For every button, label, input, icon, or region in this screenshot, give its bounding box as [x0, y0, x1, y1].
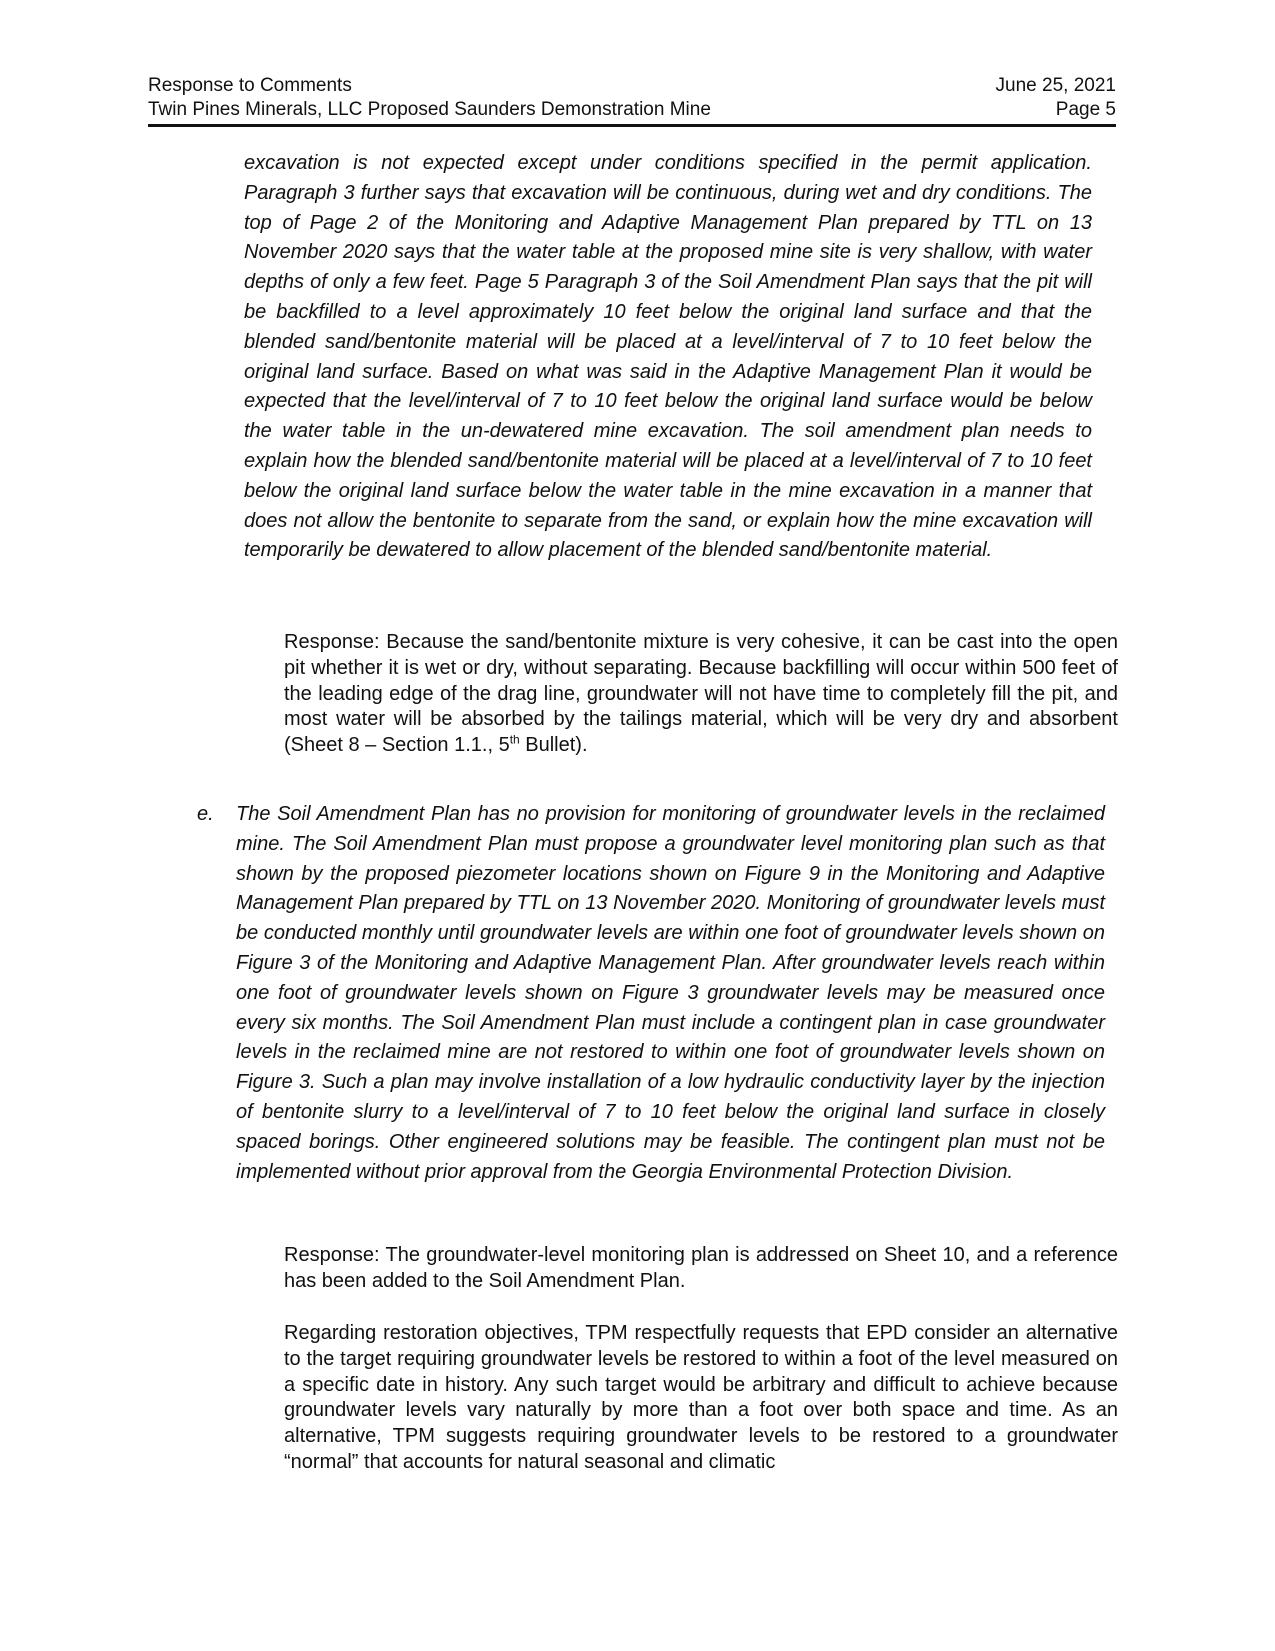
comment-d-text: excavation is not expected except under conditions specified in the permit application. Paragraph 3 further says that excavation will be continuous, during wet and dry conditions. The top of Page 2 of the Monitoring and Adaptive Management Plan prepared by TTL on 13 November 2020 says that the water table at the proposed mine site is very shallow, with water depths of only a few feet. Page 5 Paragraph 3 of the Soil Amendment Plan says that the pit will be backfilled to a level approximately 10 feet below the original land surface and that the blended sand/bentonite material will be placed at a level/interval of 7 to 10 feet below the original land surface. Based on what was said in the Adaptive Management Plan it would be expected that the level/interval of 7 to 10 feet below the original land surface would be below the water table in the un-dewatered mine excavation. The soil amendment plan needs to explain how the blended sand/bentonite material will be placed at a level/interval of 7 to 10 feet below the original land surface below the water table in the mine excavation in a manner that does not allow the bentonite to separate from the sand, or explain how the mine excavation will temporarily be dewatered to allow placement of the blended sand/bentonite material. [244, 152, 1092, 562]
response-e-paragraph-2: Regarding restoration objectives, TPM respectfully requests that EPD consider an alternative to the target requiring groundwater levels be restored to within a foot of the level measured on a specific date in history. Any such target would be arbitrary and difficult to achieve because groundwater levels vary naturally by more than a foot over both space and time. As an alternative, TPM suggests requiring groundwater levels to be restored to a groundwater “normal” that accounts for natural seasonal and climatic [284, 1322, 1118, 1473]
response-d-text-end: Bullet). [519, 734, 588, 757]
response-e-paragraph-1: Response: The groundwater-level monitoring plan is addressed on Sheet 10, and a reference has been added to the Soil Amendment Plan. [284, 1244, 1118, 1292]
header-divider [148, 124, 1116, 127]
response-d-text: Response: Because the sand/bentonite mixture is very cohesive, it can be cast into the open pit whether it is wet or dry, without separating. Because backfilling will occur within 500 feet of the leading edge of the drag line, groundwater will not have time to completely fill the pit, and most water will be absorbed by the tailings material, which will be very dry and absorbent (Sheet 8 – Section 1.1., 5 [284, 631, 1118, 757]
response-d [284, 630, 1118, 759]
header-project: Twin Pines Minerals, LLC Proposed Saunders Demonstration Mine [148, 99, 711, 120]
comment-e-marker: e. [197, 803, 214, 825]
header-title: Response to Comments [148, 75, 352, 96]
header-date: June 25, 2021 [995, 75, 1116, 96]
comment-e-text: The Soil Amendment Plan has no provision for monitoring of groundwater levels in the reclaimed mine. The Soil Amendment Plan must propose a groundwater level monitoring plan such as that shown by the proposed piezometer locations shown on Figure 9 in the Monitoring and Adaptive Management Plan prepared by TTL on 13 November 2020. Monitoring of groundwater levels must be conducted monthly until groundwater levels are within one foot of groundwater levels shown on Figure 3 of the Monitoring and Adaptive Management Plan. After groundwater levels reach within one foot of groundwater levels shown on Figure 3 groundwater levels may be measured once every six months. The Soil Amendment Plan must include a contingent plan in case groundwater levels in the reclaimed mine are not restored to within one foot of groundwater levels shown on Figure 3. Such a plan may involve installation of a low hydraulic conductivity layer by the injection of bentonite slurry to a level/interval of 7 to 10 feet below the original land surface in closely spaced borings. Other engineered solutions may be feasible. The contingent plan must not be implemented without prior approval from the Georgia Environmental Protection Division. [236, 803, 1105, 1183]
header-page-number: Page 5 [1055, 99, 1116, 120]
page-header [148, 74, 1116, 122]
response-d-superscript: th [509, 732, 520, 747]
